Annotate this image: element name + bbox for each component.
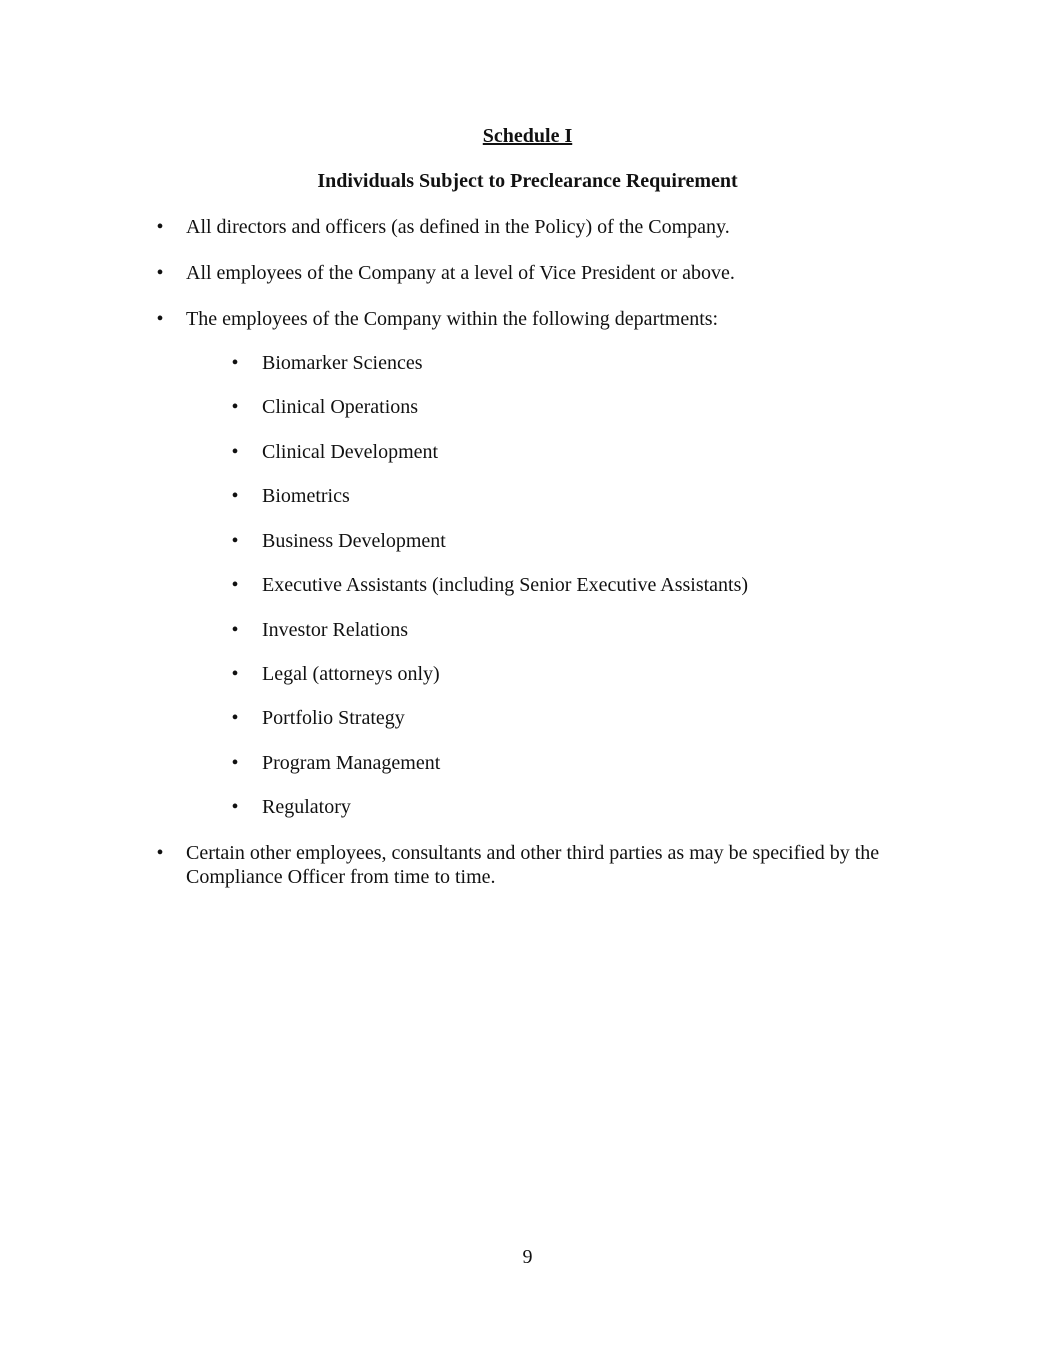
schedule-title: Schedule I (482, 125, 573, 147)
sub-bullet-icon: • (231, 752, 239, 774)
department-text: Business Development (262, 530, 446, 552)
sub-bullet-icon: • (231, 441, 239, 463)
sub-bullet-icon: • (231, 796, 239, 818)
department-text: Investor Relations (262, 619, 409, 641)
bullet-icon: • (156, 216, 164, 238)
schedule-subtitle: Individuals Subject to Preclearance Requirement (317, 170, 738, 192)
sub-bullet-icon: • (231, 530, 239, 552)
list-item-text: Certain other employees, consultants and other third parties as may be specified by the Compliance Officer from time to time. (186, 842, 880, 888)
department-text: Portfolio Strategy (262, 707, 405, 729)
sub-bullet-icon: • (231, 396, 239, 418)
bullet-icon: • (156, 308, 164, 330)
sub-bullet-icon: • (231, 485, 239, 507)
sub-bullet-icon: • (231, 619, 239, 641)
department-text: Biometrics (262, 485, 350, 507)
department-text: Program Management (262, 752, 441, 774)
department-text: Legal (attorneys only) (262, 663, 440, 685)
department-text: Biomarker Sciences (262, 352, 423, 374)
page-number: 9 (522, 1246, 533, 1268)
department-text: Executive Assistants (including Senior Executive Assistants) (262, 574, 749, 596)
bullet-icon: • (156, 842, 164, 864)
sub-bullet-icon: • (231, 663, 239, 685)
department-text: Regulatory (262, 796, 351, 818)
department-text: Clinical Development (262, 441, 439, 463)
department-text: Clinical Operations (262, 396, 419, 418)
bullet-icon: • (156, 262, 164, 284)
sub-bullet-icon: • (231, 707, 239, 729)
sub-bullet-icon: • (231, 574, 239, 596)
sub-bullet-icon: • (231, 352, 239, 374)
list-item-text: The employees of the Company within the following departments: (186, 308, 719, 330)
list-item-text: All employees of the Company at a level of Vice President or above. (186, 262, 735, 284)
list-item-text: All directors and officers (as defined in the Policy) of the Company. (186, 216, 730, 238)
